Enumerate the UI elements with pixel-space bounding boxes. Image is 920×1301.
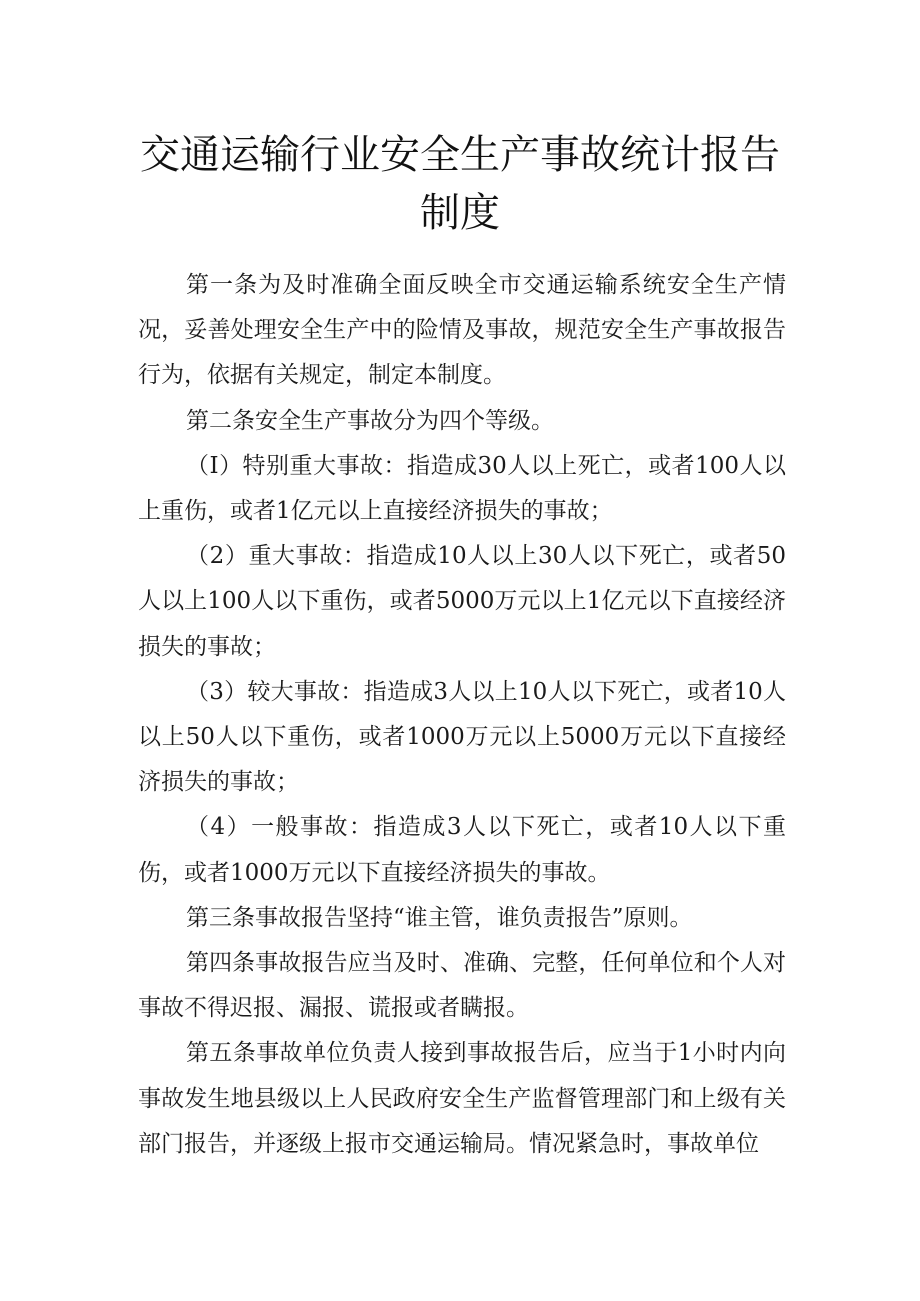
accident-level-2-paragraph: （2）重大事故：指造成10人以上30人以下死亡，或者50人以上100人以下重伤，或者5000万元以上1亿元以下直接经济损失的事故； xyxy=(138,543,786,660)
accident-level-3-paragraph: （3）较大事故：指造成3人以上10人以下死亡，或者10人以上50人以下重伤，或者1000万元以上5000万元以下直接经济损失的事故； xyxy=(138,678,786,796)
accident-level-4-paragraph: （4）一般事故：指造成3人以下死亡，或者10人以下重伤，或者1000万元以下直接经济损失的事故。 xyxy=(138,814,786,886)
article-2-paragraph: 第二条安全生产事故分为四个等级。 xyxy=(186,407,554,434)
article-3-paragraph: 第三条事故报告坚持“谁主管，谁负责报告”原则。 xyxy=(186,904,693,931)
document-title: 交通运输行业安全生产事故统计报告制度 xyxy=(140,132,780,236)
article-5-paragraph: 第五条事故单位负责人接到事故报告后，应当于1小时内向事故发生地县级以上人民政府安全生产监督管理部门和上级有关部门报告，并逐级上报市交通运输局。情况紧急时，事故单位 xyxy=(138,1040,786,1157)
accident-level-1-paragraph: （I）特别重大事故：指造成30人以上死亡，或者100人以上重伤，或者1亿元以上直接经济损失的事故； xyxy=(138,452,786,525)
article-1-paragraph: 第一条为及时准确全面反映全市交通运输系统安全生产情况，妥善处理安全生产中的险情及事故，规范安全生产事故报告行为，依据有关规定，制定本制度。 xyxy=(138,272,786,389)
document-body xyxy=(138,263,786,1167)
article-4-paragraph: 第四条事故报告应当及时、准确、完整，任何单位和个人对事故不得迟报、漏报、谎报或者瞒报。 xyxy=(138,950,786,1022)
